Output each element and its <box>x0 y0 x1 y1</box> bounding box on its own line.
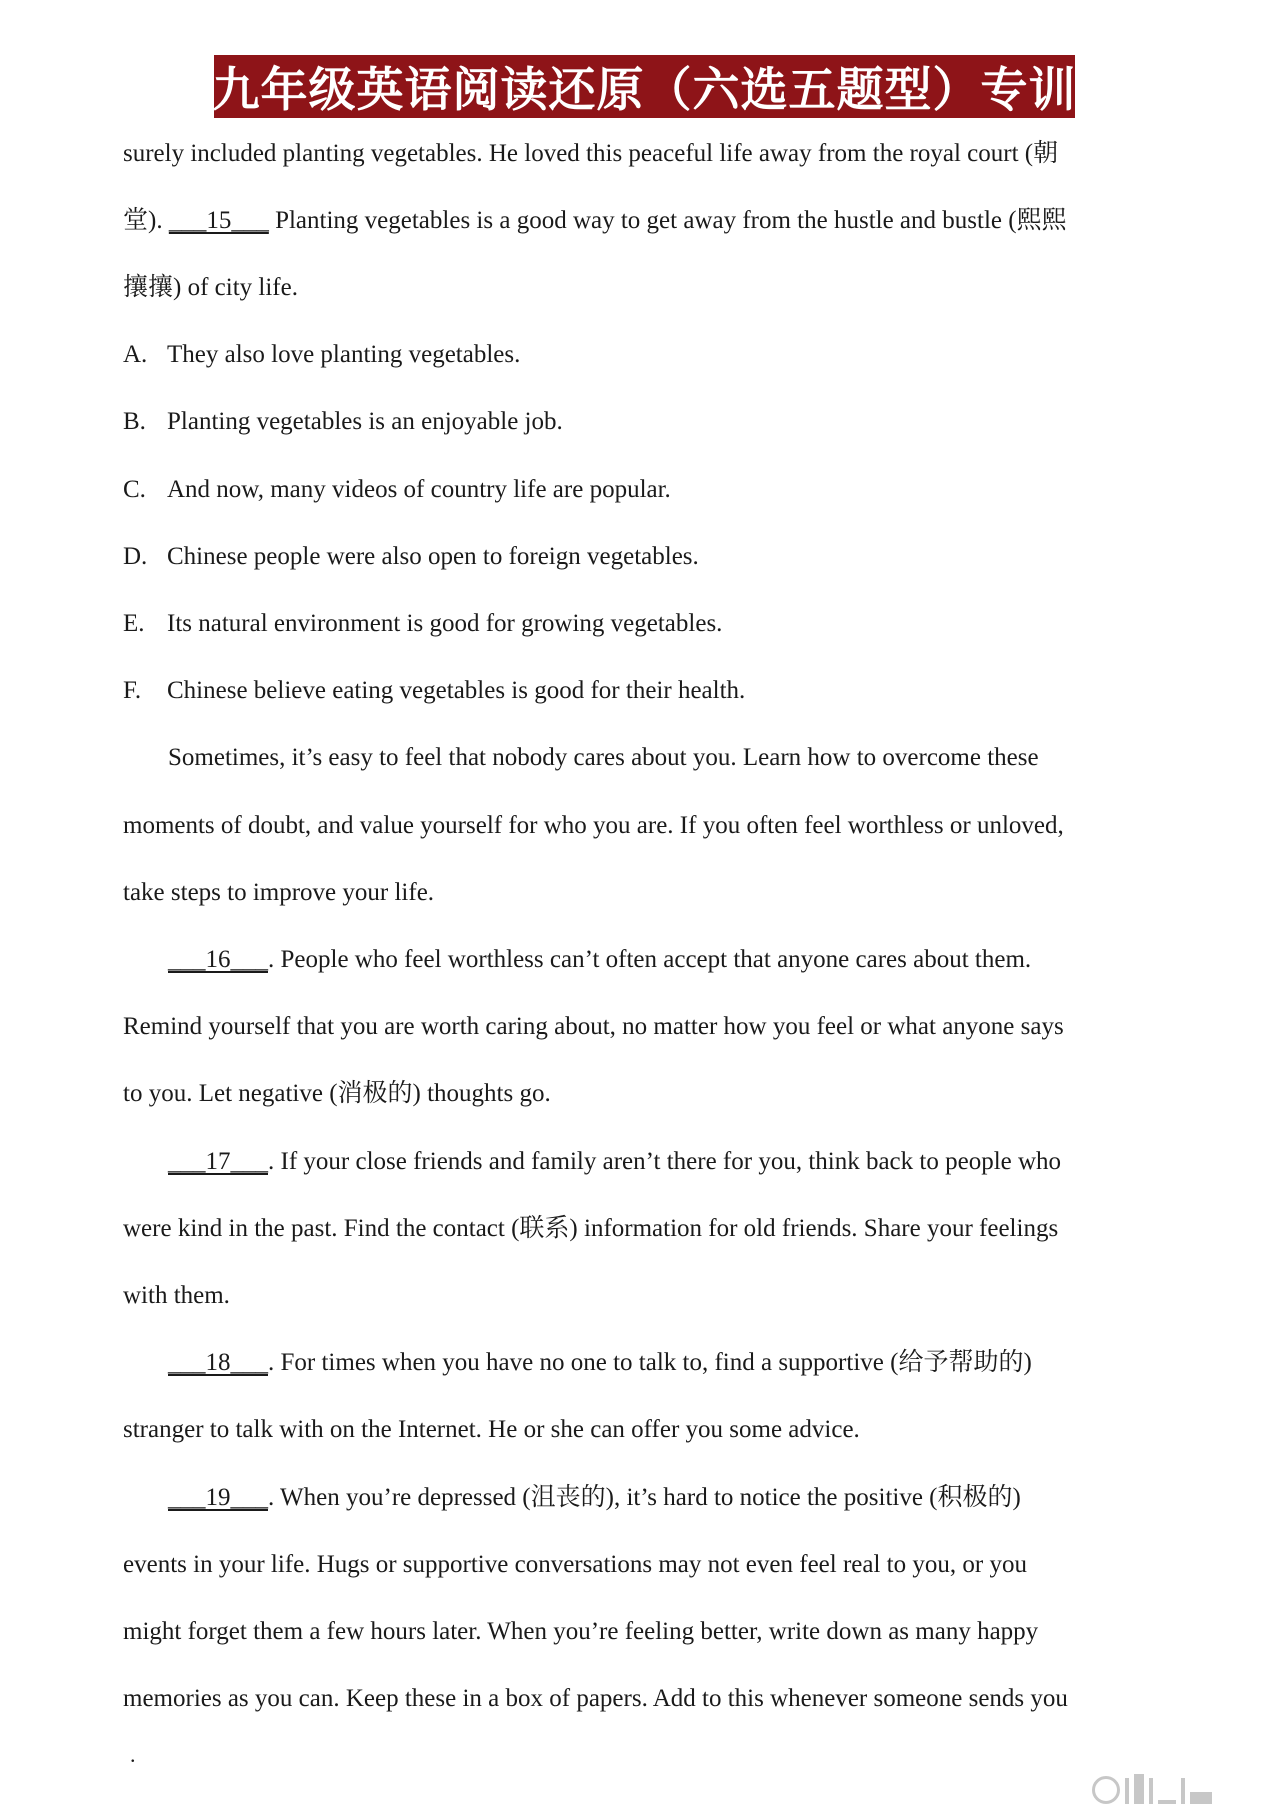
passage-line <box>168 1146 1061 1178</box>
option-text: Planting vegetables is an enjoyable job. <box>167 408 563 435</box>
option-a <box>123 339 520 371</box>
passage-line: memories as you can. Keep these in a box of papers. Add to this whenever someone sends you <box>123 1685 1068 1712</box>
passage-line: with them. <box>123 1282 230 1309</box>
option-letter: C. <box>123 476 146 503</box>
answer-blank-15: ___15___ <box>168 207 269 234</box>
text-fragment: . When you’re depressed (沮丧的), it’s hard to notice the positive (积极的) <box>268 1484 1021 1511</box>
passage-line: surely included planting vegetables. He loved this peaceful life away from the royal court (朝 <box>123 140 1059 167</box>
text-fragment: . If your close friends and family aren’t there for you, think back to people who <box>268 1148 1062 1175</box>
option-text: They also love planting vegetables. <box>167 341 521 368</box>
passage-line <box>168 1347 1032 1379</box>
logo-bar-icon <box>1181 1778 1185 1804</box>
logo-bar-icon <box>1190 1792 1212 1804</box>
option-f <box>123 675 745 707</box>
logo-circle-icon <box>1092 1776 1120 1804</box>
passage-line: to you. Let negative (消极的) thoughts go. <box>123 1080 551 1107</box>
passage-line <box>168 1482 1021 1514</box>
option-letter: F. <box>123 677 142 704</box>
logo-bar-icon <box>1125 1778 1129 1804</box>
passage-line <box>168 944 1031 976</box>
logo-bar-icon <box>1149 1778 1153 1804</box>
option-text: Chinese people were also open to foreign vegetables. <box>167 543 699 570</box>
passage-line: stranger to talk with on the Internet. He or she can offer you some advice. <box>123 1416 860 1443</box>
watermark-logo <box>1092 1770 1262 1804</box>
passage-line: moments of doubt, and value yourself for who you are. If you often feel worthless or unloved, <box>123 812 1064 839</box>
logo-bar-icon <box>1158 1800 1176 1804</box>
passage-line: 攘攘) of city life. <box>123 274 298 301</box>
passage-line <box>123 205 1067 237</box>
passage-line: might forget them a few hours later. When you’re feeling better, write down as many happy <box>123 1618 1039 1645</box>
option-letter: D. <box>123 543 148 570</box>
option-letter: B. <box>123 408 146 435</box>
passage-line: Sometimes, it’s easy to feel that nobody cares about you. Learn how to overcome these <box>168 744 1039 771</box>
passage-line: Remind yourself that you are worth caring about, no matter how you feel or what anyone says <box>123 1013 1064 1040</box>
answer-blank-18: ___18___ <box>168 1349 268 1376</box>
passage-line: were kind in the past. Find the contact (联系) information for old friends. Share your feelings <box>123 1215 1059 1242</box>
text-fragment: 堂). <box>123 207 169 234</box>
logo-bar-icon <box>1134 1774 1144 1804</box>
page-title: 九年级英语阅读还原（六选五题型）专训 <box>212 63 1077 118</box>
option-text: And now, many videos of country life are popular. <box>167 476 671 503</box>
option-b <box>123 406 563 438</box>
option-text: Its natural environment is good for growing vegetables. <box>167 610 723 637</box>
passage-line: take steps to improve your life. <box>123 879 435 906</box>
trailing-dot: . <box>130 1742 136 1767</box>
option-letter: E. <box>123 610 145 637</box>
text-fragment: . People who feel worthless can’t often accept that anyone cares about them. <box>268 946 1032 973</box>
option-d <box>123 541 699 573</box>
answer-blank-16: ___16___ <box>168 946 268 973</box>
answer-blank-19: ___19___ <box>168 1484 268 1511</box>
passage-line: events in your life. Hugs or supportive conversations may not even feel real to you, or you <box>123 1551 1027 1578</box>
answer-blank-17: ___17___ <box>168 1148 268 1175</box>
option-text: Chinese believe eating vegetables is good for their health. <box>167 677 746 704</box>
text-fragment: Planting vegetables is a good way to get away from the hustle and bustle (熙熙 <box>268 207 1067 234</box>
text-fragment: . For times when you have no one to talk to, find a supportive (给予帮助的) <box>268 1349 1032 1376</box>
option-c <box>123 474 671 506</box>
option-letter: A. <box>123 341 148 368</box>
option-e <box>123 608 722 640</box>
title-banner <box>214 55 1075 118</box>
